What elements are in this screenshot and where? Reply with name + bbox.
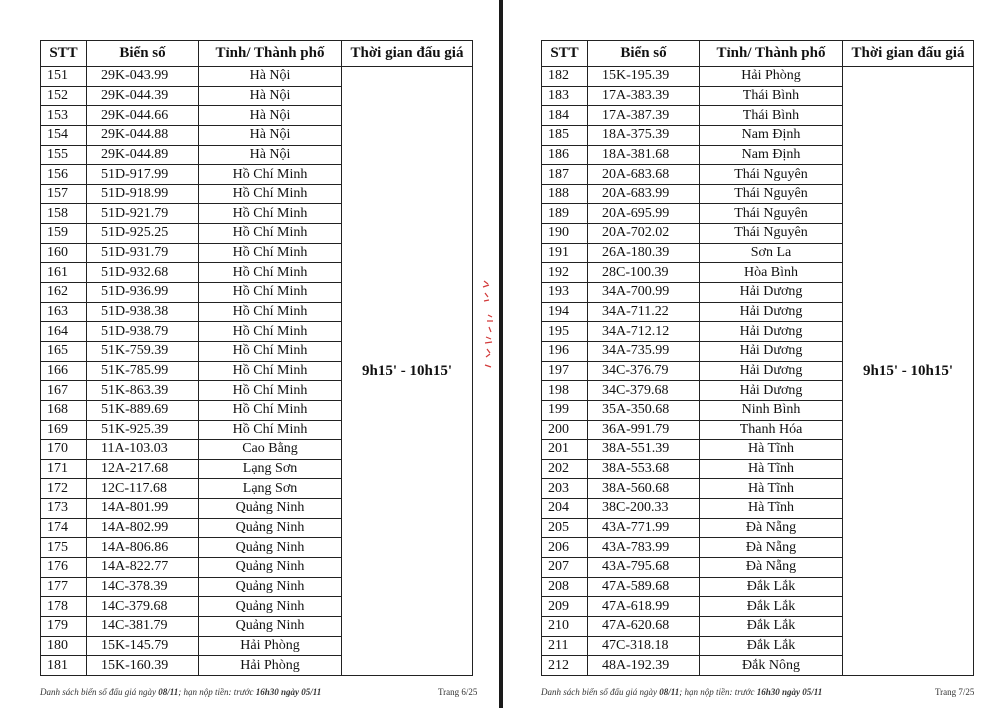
header-time: Thời gian đấu giá	[342, 41, 473, 67]
cell-stt: 171	[41, 459, 87, 479]
cell-city: Ninh Bình	[700, 400, 843, 420]
cell-stt: 181	[41, 656, 87, 676]
page-number: Trang 6/25	[438, 687, 478, 697]
cell-city: Hải Dương	[700, 302, 843, 322]
cell-city: Quảng Ninh	[199, 616, 342, 636]
cell-stt: 160	[41, 243, 87, 263]
footer-middle: ; hạn nộp tiền: trước	[178, 687, 256, 697]
cell-stt: 200	[542, 420, 588, 440]
cell-plate: 12A-217.68	[87, 459, 199, 479]
cell-stt: 205	[542, 518, 588, 538]
cell-plate: 15K-195.39	[588, 67, 700, 87]
header-city: Tỉnh/ Thành phố	[700, 41, 843, 67]
cell-plate: 51D-921.79	[87, 204, 199, 224]
cell-city: Hòa Bình	[700, 263, 843, 283]
cell-stt: 161	[41, 263, 87, 283]
cell-stt: 187	[542, 165, 588, 185]
cell-plate: 17A-383.39	[588, 86, 700, 106]
cell-city: Hồ Chí Minh	[199, 302, 342, 322]
cell-plate: 34C-376.79	[588, 361, 700, 381]
cell-plate: 48A-192.39	[588, 656, 700, 676]
cell-plate: 35A-350.68	[588, 400, 700, 420]
cell-stt: 195	[542, 322, 588, 342]
cell-stt: 188	[542, 184, 588, 204]
cell-city: Hồ Chí Minh	[199, 204, 342, 224]
cell-stt: 157	[41, 184, 87, 204]
cell-plate: 51K-925.39	[87, 420, 199, 440]
cell-city: Lạng Sơn	[199, 479, 342, 499]
cell-stt: 156	[41, 165, 87, 185]
cell-plate: 17A-387.39	[588, 106, 700, 126]
cell-plate: 34A-711.22	[588, 302, 700, 322]
cell-city: Hà Nội	[199, 67, 342, 87]
cell-city: Hà Tĩnh	[700, 479, 843, 499]
cell-plate: 14A-802.99	[87, 518, 199, 538]
cell-plate: 11A-103.03	[87, 440, 199, 460]
cell-city: Hà Tĩnh	[700, 459, 843, 479]
cell-plate: 51D-938.79	[87, 322, 199, 342]
cell-city: Hải Phòng	[199, 656, 342, 676]
cell-plate: 43A-795.68	[588, 558, 700, 578]
cell-plate: 14A-806.86	[87, 538, 199, 558]
cell-plate: 38A-560.68	[588, 479, 700, 499]
footer-deadline: 16h30 ngày 05/11	[756, 687, 823, 697]
cell-plate: 15K-160.39	[87, 656, 199, 676]
table-row	[41, 67, 473, 87]
cell-city: Đắk Lắk	[700, 577, 843, 597]
cell-stt: 196	[542, 341, 588, 361]
cell-stt: 151	[41, 67, 87, 87]
cell-plate: 51D-932.68	[87, 263, 199, 283]
cell-city: Đắk Lắk	[700, 636, 843, 656]
cell-stt: 172	[41, 479, 87, 499]
cell-city: Hải Dương	[700, 381, 843, 401]
cell-city: Hà Tĩnh	[700, 499, 843, 519]
cell-plate: 34A-700.99	[588, 283, 700, 303]
cell-city: Quảng Ninh	[199, 577, 342, 597]
cell-city: Thái Nguyên	[700, 184, 843, 204]
cell-stt: 206	[542, 538, 588, 558]
cell-plate: 38A-553.68	[588, 459, 700, 479]
cell-city: Quảng Ninh	[199, 518, 342, 538]
cell-stt: 182	[542, 67, 588, 87]
cell-plate: 51K-889.69	[87, 400, 199, 420]
cell-city: Nam Định	[700, 145, 843, 165]
cell-stt: 189	[542, 204, 588, 224]
cell-plate: 51K-785.99	[87, 361, 199, 381]
cell-plate: 29K-044.39	[87, 86, 199, 106]
cell-city: Đà Nẵng	[700, 558, 843, 578]
cell-city: Đà Nẵng	[700, 538, 843, 558]
cell-plate: 18A-381.68	[588, 145, 700, 165]
cell-stt: 165	[41, 341, 87, 361]
cell-stt: 163	[41, 302, 87, 322]
cell-city: Hà Nội	[199, 125, 342, 145]
cell-city: Nam Định	[700, 125, 843, 145]
cell-stt: 208	[542, 577, 588, 597]
cell-stt: 159	[41, 224, 87, 244]
cell-stt: 158	[41, 204, 87, 224]
cell-city: Hồ Chí Minh	[199, 361, 342, 381]
cell-plate: 47A-620.68	[588, 616, 700, 636]
cell-stt: 166	[41, 361, 87, 381]
cell-stt: 186	[542, 145, 588, 165]
cell-stt: 211	[542, 636, 588, 656]
cell-city: Hồ Chí Minh	[199, 184, 342, 204]
cell-plate: 12C-117.68	[87, 479, 199, 499]
cell-stt: 204	[542, 499, 588, 519]
cell-city: Hải Dương	[700, 283, 843, 303]
cell-city: Hồ Chí Minh	[199, 322, 342, 342]
cell-stt: 190	[542, 224, 588, 244]
cell-stt: 191	[542, 243, 588, 263]
footer-middle: ; hạn nộp tiền: trước	[679, 687, 757, 697]
cell-city: Hồ Chí Minh	[199, 243, 342, 263]
cell-plate: 51D-936.99	[87, 283, 199, 303]
cell-city: Hồ Chí Minh	[199, 263, 342, 283]
cell-plate: 18A-375.39	[588, 125, 700, 145]
cell-city: Cao Bằng	[199, 440, 342, 460]
cell-stt: 198	[542, 381, 588, 401]
cell-stt: 197	[542, 361, 588, 381]
cell-stt: 202	[542, 459, 588, 479]
cell-city: Đắk Nông	[700, 656, 843, 676]
cell-plate: 14C-378.39	[87, 577, 199, 597]
document-page-left	[0, 0, 499, 708]
cell-stt: 203	[542, 479, 588, 499]
cell-stt: 194	[542, 302, 588, 322]
cell-plate: 29K-044.89	[87, 145, 199, 165]
table-body	[542, 67, 974, 676]
cell-city: Hải Phòng	[700, 67, 843, 87]
cell-city: Thái Nguyên	[700, 165, 843, 185]
cell-stt: 175	[41, 538, 87, 558]
cell-stt: 154	[41, 125, 87, 145]
cell-plate: 51K-863.39	[87, 381, 199, 401]
cell-city: Sơn La	[700, 243, 843, 263]
cell-plate: 34A-712.12	[588, 322, 700, 342]
cell-stt: 209	[542, 597, 588, 617]
cell-city: Hải Dương	[700, 361, 843, 381]
footer-deadline: 16h30 ngày 05/11	[255, 687, 322, 697]
cell-city: Quảng Ninh	[199, 597, 342, 617]
cell-city: Đắk Lắk	[700, 616, 843, 636]
cell-stt: 173	[41, 499, 87, 519]
cell-plate: 20A-683.68	[588, 165, 700, 185]
cell-stt: 179	[41, 616, 87, 636]
cell-plate: 20A-695.99	[588, 204, 700, 224]
cell-city: Hà Tĩnh	[700, 440, 843, 460]
cell-plate: 20A-683.99	[588, 184, 700, 204]
cell-plate: 51D-938.38	[87, 302, 199, 322]
cell-city: Hồ Chí Minh	[199, 381, 342, 401]
cell-stt: 207	[542, 558, 588, 578]
cell-stt: 162	[41, 283, 87, 303]
cell-city: Lạng Sơn	[199, 459, 342, 479]
cell-stt: 183	[542, 86, 588, 106]
cell-plate: 47C-318.18	[588, 636, 700, 656]
cell-city: Hà Nội	[199, 86, 342, 106]
cell-plate: 51D-931.79	[87, 243, 199, 263]
cell-plate: 14A-801.99	[87, 499, 199, 519]
cell-stt: 192	[542, 263, 588, 283]
cell-plate: 20A-702.02	[588, 224, 700, 244]
cell-plate: 51K-759.39	[87, 341, 199, 361]
header-plate: Biển số	[588, 41, 700, 67]
cell-plate: 14A-822.77	[87, 558, 199, 578]
cell-plate: 29K-044.88	[87, 125, 199, 145]
table-header-row	[542, 41, 974, 67]
cell-city: Thái Bình	[700, 86, 843, 106]
cell-plate: 47A-589.68	[588, 577, 700, 597]
cell-city: Đà Nẵng	[700, 518, 843, 538]
cell-stt: 176	[41, 558, 87, 578]
cell-plate: 36A-991.79	[588, 420, 700, 440]
table-header-row	[41, 41, 473, 67]
cell-plate: 28C-100.39	[588, 263, 700, 283]
cell-stt: 168	[41, 400, 87, 420]
cell-plate: 38A-551.39	[588, 440, 700, 460]
red-stamp-mark	[480, 275, 499, 375]
cell-city: Hải Phòng	[199, 636, 342, 656]
cell-stt: 152	[41, 86, 87, 106]
cell-plate: 34C-379.68	[588, 381, 700, 401]
cell-stt: 184	[542, 106, 588, 126]
cell-time-slot: 9h15' - 10h15'	[843, 67, 974, 676]
cell-stt: 193	[542, 283, 588, 303]
footer-prefix: Danh sách biển số đấu giá ngày	[40, 687, 159, 697]
table-body	[41, 67, 473, 676]
cell-city: Hà Nội	[199, 106, 342, 126]
cell-plate: 51D-918.99	[87, 184, 199, 204]
cell-plate: 38C-200.33	[588, 499, 700, 519]
page-footer	[40, 687, 321, 697]
table-row	[542, 67, 974, 87]
cell-stt: 155	[41, 145, 87, 165]
cell-stt: 164	[41, 322, 87, 342]
cell-city: Hải Dương	[700, 341, 843, 361]
cell-plate: 34A-735.99	[588, 341, 700, 361]
cell-city: Hải Dương	[700, 322, 843, 342]
cell-plate: 14C-381.79	[87, 616, 199, 636]
cell-city: Hồ Chí Minh	[199, 420, 342, 440]
cell-plate: 51D-925.25	[87, 224, 199, 244]
header-stt: STT	[542, 41, 588, 67]
cell-city: Quảng Ninh	[199, 538, 342, 558]
cell-plate: 47A-618.99	[588, 597, 700, 617]
cell-plate: 26A-180.39	[588, 243, 700, 263]
cell-city: Hồ Chí Minh	[199, 165, 342, 185]
cell-stt: 199	[542, 400, 588, 420]
header-city: Tỉnh/ Thành phố	[199, 41, 342, 67]
header-stt: STT	[41, 41, 87, 67]
cell-city: Hà Nội	[199, 145, 342, 165]
plate-table	[541, 40, 974, 676]
cell-time-slot: 9h15' - 10h15'	[342, 67, 473, 676]
cell-stt: 212	[542, 656, 588, 676]
cell-plate: 51D-917.99	[87, 165, 199, 185]
cell-stt: 169	[41, 420, 87, 440]
footer-date: 08/11	[659, 687, 680, 697]
cell-city: Thái Nguyên	[700, 224, 843, 244]
footer-prefix: Danh sách biển số đấu giá ngày	[541, 687, 660, 697]
cell-city: Quảng Ninh	[199, 499, 342, 519]
header-time: Thời gian đấu giá	[843, 41, 974, 67]
footer-date: 08/11	[158, 687, 179, 697]
cell-city: Thái Nguyên	[700, 204, 843, 224]
cell-stt: 178	[41, 597, 87, 617]
header-plate: Biển số	[87, 41, 199, 67]
cell-plate: 14C-379.68	[87, 597, 199, 617]
cell-stt: 185	[542, 125, 588, 145]
page-number: Trang 7/25	[935, 687, 975, 697]
cell-stt: 153	[41, 106, 87, 126]
cell-city: Thanh Hóa	[700, 420, 843, 440]
cell-city: Hồ Chí Minh	[199, 341, 342, 361]
cell-city: Hồ Chí Minh	[199, 283, 342, 303]
cell-city: Hồ Chí Minh	[199, 400, 342, 420]
cell-stt: 210	[542, 616, 588, 636]
cell-stt: 170	[41, 440, 87, 460]
cell-city: Đắk Lắk	[700, 597, 843, 617]
page-footer	[541, 687, 822, 697]
cell-plate: 29K-044.66	[87, 106, 199, 126]
cell-stt: 201	[542, 440, 588, 460]
cell-city: Quảng Ninh	[199, 558, 342, 578]
cell-plate: 29K-043.99	[87, 67, 199, 87]
document-page-right	[503, 0, 1000, 708]
cell-plate: 43A-771.99	[588, 518, 700, 538]
cell-stt: 167	[41, 381, 87, 401]
cell-city: Hồ Chí Minh	[199, 224, 342, 244]
cell-city: Thái Bình	[700, 106, 843, 126]
plate-table	[40, 40, 473, 676]
cell-stt: 174	[41, 518, 87, 538]
cell-stt: 177	[41, 577, 87, 597]
cell-stt: 180	[41, 636, 87, 656]
cell-plate: 43A-783.99	[588, 538, 700, 558]
cell-plate: 15K-145.79	[87, 636, 199, 656]
